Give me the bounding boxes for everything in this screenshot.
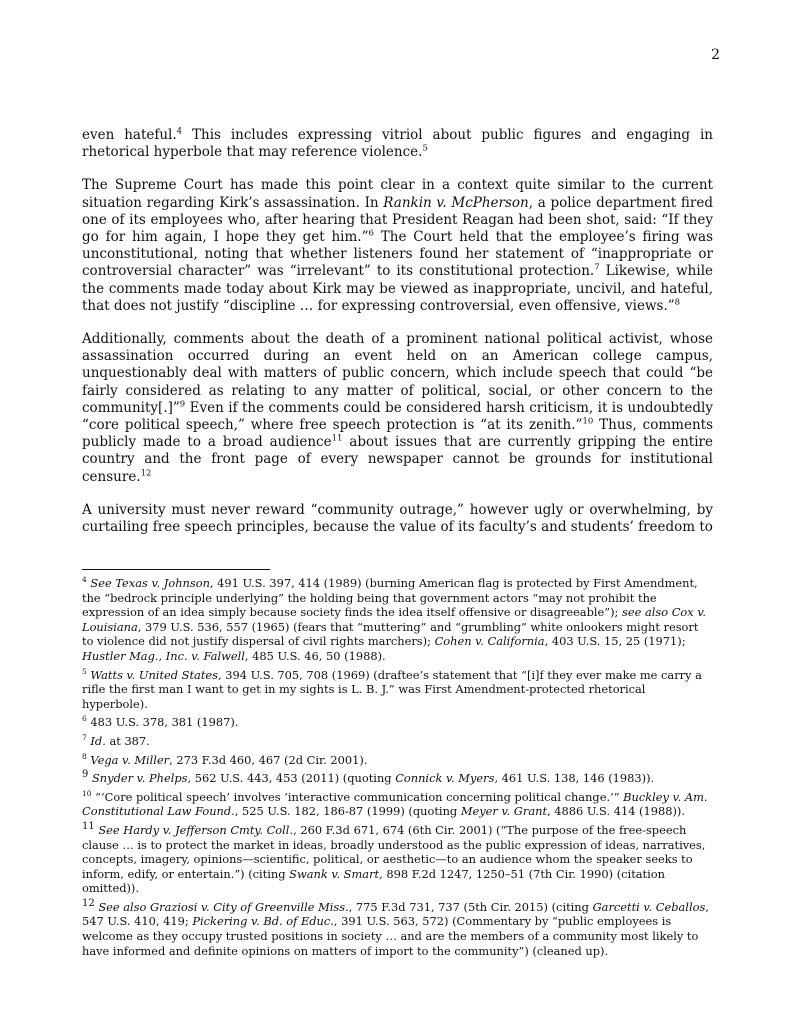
text-run: about issues that are currently gripping the entire country and the front page of every newspaper cannot be grounds for institutional censure. <box>82 434 713 485</box>
case-name: Vega v. Miller <box>90 752 170 767</box>
footnote <box>82 668 713 712</box>
text-run: , 391 U.S. 563, 572) (Commentary by “public employees is welcome as they occupy trusted positions in society … and are the members of a community most likely to have informed and definite opinions on matters of import to the community”) (cleaned up). <box>82 914 699 958</box>
text-run: 483 U.S. 378, 381 (1987). <box>90 715 239 730</box>
text-run: , 525 U.S. 182, 186-87 (1999) (quoting <box>234 804 461 819</box>
text-run: , 394 U.S. 705, 708 (1969) (draftee’s statement that “[i]f they ever make me carry a rifle the first man I want to get in my sights is L. B. J.” was First Amendment-protected rhetorical hyperbole). <box>82 667 702 711</box>
text-run: The Supreme Court has made this point clear in a context quite similar to the current situation regarding Kirk’s assassination. In <box>82 177 713 211</box>
text-run: at 387. <box>105 733 150 748</box>
case-name: Pickering v. Bd. of Educ. <box>192 914 334 929</box>
case-name: Connick v. Myers <box>395 771 495 786</box>
text-run: , 775 F.3d 731, 737 (5th Cir. 2015) (citing <box>348 899 593 914</box>
footnotes <box>82 576 713 962</box>
case-name: Snyder v. Phelps <box>92 771 188 786</box>
footnote <box>82 771 713 786</box>
case-name: See Texas v. Johnson <box>90 576 210 590</box>
text-run: , 273 F.3d 460, 467 (2d Cir. 2001). <box>169 752 368 767</box>
footnote-number: 7 <box>82 733 87 743</box>
footnote <box>82 823 713 896</box>
case-name: Buckley v. Am. Constitutional Law Found. <box>82 789 708 819</box>
text-run: , 491 U.S. 397, 414 (1989) (burning American flag is protected by First Amendment, the “bedrock principle underlying” the holding being that government actors “may not prohibit the expression of an idea simply because society finds the idea itself offensive or disagreeable”); <box>82 576 698 620</box>
case-name: see also Cox v. Louisiana <box>82 605 707 634</box>
footnote <box>82 790 713 819</box>
text-run: , 461 U.S. 138, 146 (1983)). <box>494 771 655 786</box>
text-run: This includes expressing vitriol about public figures and engaging in rhetorical hyperbole that may reference violence. <box>82 127 713 161</box>
case-name: Watts v. United States <box>90 667 219 682</box>
footnote-number: 8 <box>82 751 87 761</box>
text-run: Likewise, while the comments made today about Kirk may be viewed as inappropriate, uncivil, and hateful, that does not justify “discipline … for expressing controversial, even offensive, views.” <box>82 263 713 314</box>
text-run: even hateful. <box>82 127 177 143</box>
paragraph <box>82 127 713 161</box>
text-run: , 485 U.S. 46, 50 (1988). <box>244 648 386 663</box>
text-run: , 403 U.S. 15, 25 (1971); <box>544 634 686 649</box>
footnote-number: 10 <box>82 788 92 798</box>
footnote-number: 4 <box>82 575 87 585</box>
body-text <box>82 127 713 552</box>
case-name: Swank v. Smart, <box>289 866 383 881</box>
text-run: , 260 F.3d 671, 674 (6th Cir. 2001) (“The purpose of the free-speech clause … is to protect the market in ideas, broadly understood as the public expression of ideas, narratives, concepts, imagery, opinions—scientific, political, or aesthetic—to an audience whom the speaker seeks to inform, edify, or entertain.”) (citing <box>82 822 706 881</box>
text-run: Additionally, comments about the death of a prominent national political activist, whose assassination occurred during an event held on an American college campus, unquestionably deal with matters of public concern, which include speech that could “be fairly considered as relating to any matter of political, social, or other concern to the community[.]” <box>82 331 713 416</box>
text-run: “‘Core political speech’ involves ‘interactive communication concerning political change.’” <box>95 789 624 804</box>
text-run: 898 F.2d 1247, 1250–51 (7th Cir. 1990) (citation omitted)). <box>82 866 665 896</box>
footnote <box>82 734 713 749</box>
footnote-divider <box>82 569 270 570</box>
case-name: Hustler Mag., Inc. v. Falwell <box>82 648 245 663</box>
text-run: , 547 U.S. 410, 419; <box>82 899 709 929</box>
footnote-ref: 10 <box>582 416 594 427</box>
case-name: Id. <box>90 733 106 748</box>
text-run: A university must never reward “community outrage,” however ugly or overwhelming, by curtailing free speech principles, because the value of its faculty’s and students’ freedom to <box>82 501 713 536</box>
text-run: , 4886 U.S. 414 (1988)). <box>547 804 685 819</box>
text-run: Thus, comments publicly made to a broad audience <box>82 417 713 451</box>
case-name: See also Graziosi v. City of Greenville Miss. <box>98 899 349 914</box>
footnote-ref: 5 <box>422 143 428 154</box>
footnote-ref: 6 <box>368 228 374 239</box>
footnote-ref: 9 <box>179 399 186 410</box>
footnote <box>82 715 713 730</box>
paragraph <box>82 177 713 315</box>
footnote-ref: 4 <box>176 126 183 137</box>
footnote <box>82 576 713 664</box>
footnote-ref: 7 <box>594 262 600 273</box>
text-run: Even if the comments could be considered harsh criticism, it is undoubtedly “core political speech,” where free speech protection is “at its zenith.” <box>82 399 713 434</box>
footnote-ref: 12 <box>140 468 152 479</box>
footnote-ref: 11 <box>331 433 343 444</box>
footnote-number: 9 <box>82 769 89 781</box>
text-run: , 379 U.S. 536, 557 (1965) (fears that “muttering” and “grumbling” white onlookers might resort to violence did not justify dispersal of civil rights marchers); <box>82 619 699 649</box>
case-name: Garcetti v. Ceballos <box>592 899 706 914</box>
footnote-ref: 8 <box>674 297 681 308</box>
case-name: See Hardy v. Jefferson Cmty. Coll. <box>98 822 294 837</box>
case-name: Meyer v. Grant <box>460 804 548 819</box>
page-number: 2 <box>711 47 720 63</box>
text-run: , a police department fired one of its employees who, after hearing that President Reagan had been shot, said: “If they go for him again, I hope they get him.” <box>82 194 713 246</box>
footnote-number: 11 <box>82 821 95 833</box>
footnote <box>82 900 713 958</box>
text-run: The Court held that the employee’s firing was unconstitutional, noting that whether listeners found her statement of “inappropriate or controversial character” was “irrelevant” to its constitutional protection. <box>82 229 713 280</box>
footnote-number: 6 <box>82 714 87 724</box>
case-name: Cohen v. California <box>434 634 545 649</box>
case-name: Rankin v. McPherson <box>383 194 529 211</box>
footnote-number: 12 <box>82 898 95 910</box>
footnote-number: 5 <box>82 666 87 676</box>
paragraph <box>82 502 713 536</box>
footnote <box>82 753 713 768</box>
text-run: , 562 U.S. 443, 453 (2011) (quoting <box>187 771 396 786</box>
paragraph <box>82 331 713 486</box>
